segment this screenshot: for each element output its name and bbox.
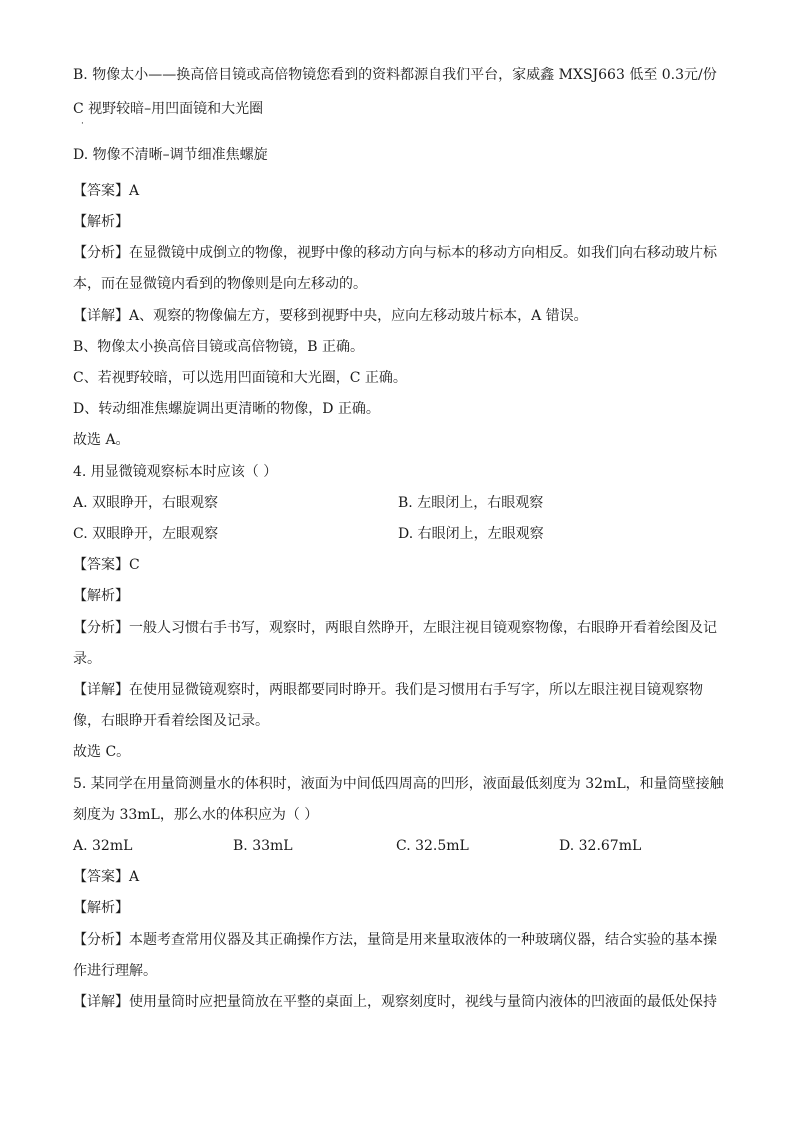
analysis-text-cont: 本，而在显微镜内看到的物像则是向左移动的。 <box>73 276 367 292</box>
analysis-label: 【解析】 <box>73 900 129 916</box>
analysis-text: 【分析】本题考查常用仪器及其正确操作方法，量筒是用来量取液体的一种玻璃仪器，结合实验的基本操 <box>73 932 717 948</box>
answer-label: 【答案】A <box>73 869 140 885</box>
detail-text: 【详解】在使用显微镜观察时，两眼都要同时睁开。我们是习惯用右手写字，所以左眼注视目镜观察物 <box>73 682 703 698</box>
option-d-text: D. 物像不清晰–调节细准焦螺旋 <box>73 147 268 163</box>
q5-option-d: D. 32.67mL <box>559 838 642 854</box>
analysis-text: 【分析】在显微镜中成倒立的物像，视野中像的移动方向与标本的移动方向相反。如我们向右移动玻片标 <box>73 245 717 261</box>
detail-text: 【详解】使用量筒时应把量筒放在平整的桌面上，观察刻度时，视线与量筒内液体的凹液面的最低处保持 <box>73 994 717 1010</box>
analysis-label: 【解析】 <box>73 588 129 604</box>
detail-text: 【详解】A、观察的物像偏左方，要移到视野中央，应向左移动玻片标本，A 错误。 <box>73 308 588 324</box>
question-5-cont: 刻度为 33mL，那么水的体积应为（ ） <box>73 807 319 823</box>
detail-c: C、若视野较暗，可以选用凹面镜和大光圈，C 正确。 <box>73 370 407 386</box>
q4-option-a: A. 双眼睁开，右眼观察 <box>73 495 219 511</box>
answer-label: 【答案】C <box>73 557 140 573</box>
question-4: 4. 用显微镜观察标本时应该（ ） <box>73 464 278 480</box>
analysis-text: 【分析】一般人习惯右手书写，观察时，两眼自然睁开，左眼注视目镜观察物像，右眼睁开看着绘图及记 <box>73 620 717 636</box>
q5-option-c: C. 32.5mL <box>396 838 469 854</box>
option-c-text: C 视野较暗–用凹面镜和大光圈 <box>73 101 264 117</box>
q4-option-b: B. 左眼闭上，右眼观察 <box>398 495 544 511</box>
q4-option-d: D. 右眼闭上，左眼观察 <box>398 526 544 542</box>
q4-option-c: C. 双眼睁开，左眼观察 <box>73 526 219 542</box>
question-5: 5. 某同学在用量筒测量水的体积时，液面为中间低四周高的凹形，液面最低刻度为 32mL，和量筒壁接触 <box>73 776 724 792</box>
analysis-text-cont: 作进行理解。 <box>73 963 157 979</box>
option-b-text: B. 物像太小——换高倍目镜或高倍物镜您看到的资料都源自我们平台，家威鑫 MXSJ663 低至 0.3元/份 <box>73 67 717 83</box>
analysis-label: 【解析】 <box>73 214 129 230</box>
choice-text: 故选 C。 <box>73 744 131 760</box>
analysis-text-cont: 录。 <box>73 651 101 667</box>
answer-label: 【答案】A <box>73 183 140 199</box>
detail-b: B、物像太小换高倍目镜或高倍物镜，B 正确。 <box>73 339 365 355</box>
detail-d: D、转动细准焦螺旋调出更清晰的物像，D 正确。 <box>73 401 380 417</box>
choice-text: 故选 A。 <box>73 432 130 448</box>
stray-dot: · <box>81 119 84 129</box>
q5-option-a: A. 32mL <box>73 838 133 854</box>
detail-text-cont: 像，右眼睁开看着绘图及记录。 <box>73 713 269 729</box>
q5-option-b: B. 33mL <box>233 838 293 854</box>
